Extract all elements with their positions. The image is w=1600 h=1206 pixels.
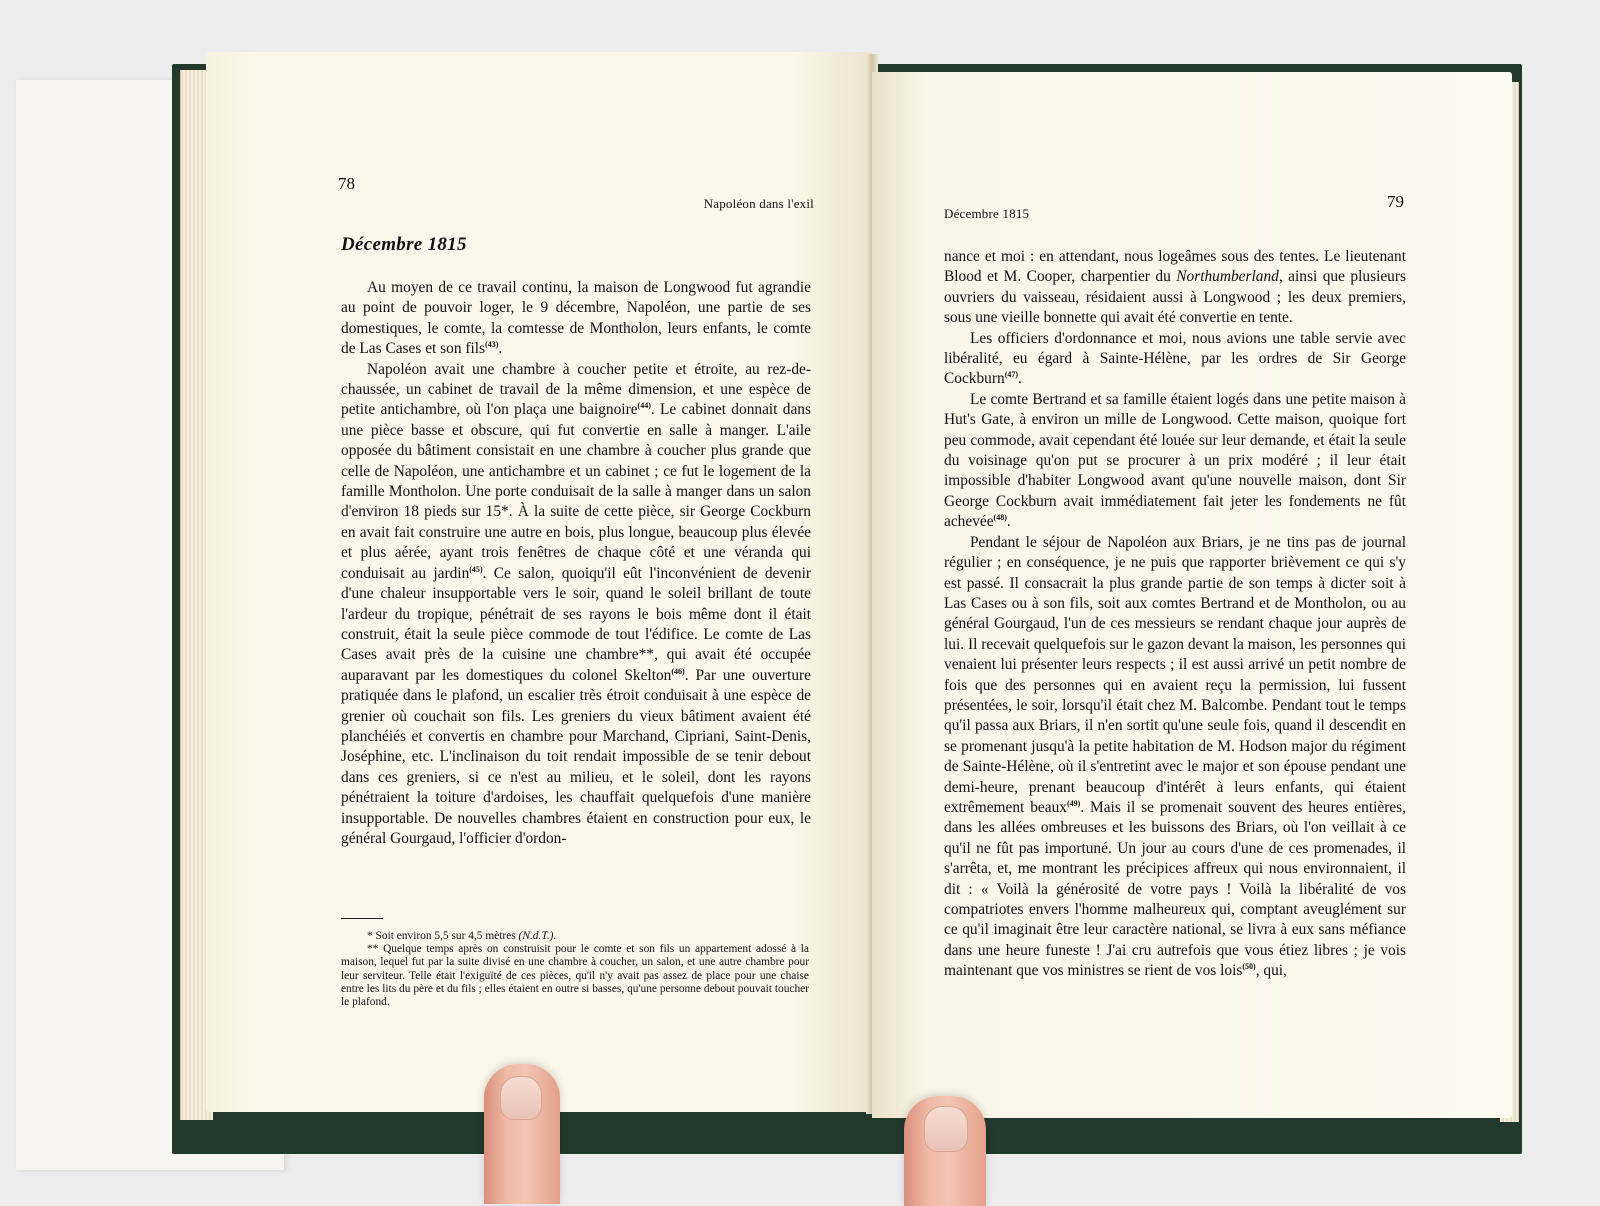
text-run: .: [1006, 513, 1011, 531]
paragraph: [944, 247, 1406, 329]
text-run: . Par une ouverture pratiquée dans le plafond, un escalier très étroit conduisait à une espèce de grenier où couchait son fils. Les greniers du vieux bâtiment avaient été planchéiés et convertis en chambre pour Marchand, Cipriani, Saint-Denis, Joséphine, etc. L'inclinaison du toit rendait impossible de se tenir debout dans ces greniers, si ce n'est au milieu, et le soleil, dont les rayons pénétraient la toiture d'ardoises, les chauffait quelquefois d'une manière insupportable. De nouvelles chambres étaient en construction pour eux, le général Gourgaud, l'officier d'ordon-: [341, 666, 811, 847]
text-run: * Soit environ 5,5 sur 4,5 mètres: [367, 930, 519, 942]
text-run: . Le cabinet donnait dans une pièce basse et obscure, qui fut convertie en salle à manger. L'aile opposée du bâtiment consistait en une chambre à coucher plus grande que celle de Napoléon, une antichambre et un cabinet ; ce fut le logement de la famille Montholon. Une porte conduisait de la salle à manger dans un salon d'environ 18 pieds sur 15*. À la suite de cette pièce, sir George Cockburn en avait fait construire une autre en bois, plus longue, beaucoup plus élevée et plus aérée, ayant trois fenêtres de chaque côté et une véranda qui conduisait au jardin: [341, 401, 811, 582]
text-run: . Mais il se promenait souvent des heures entières, dans les allées ombreuses et les buissons des Briars, où l'on veillait à ce qu'il ne fût pas importuné. Un jour au cours d'une de ces promenades, il s'arrêta, et, me montrant les précipices affreux qui nous environnaient, il dit : « Voilà la générosité de votre pays ! Voilà la libéralité de vos compatriotes envers l'homme malheureux qui, comptant aveuglément sur ce qu'il imaginait être leur caractère national, se livra à eux sans méfiance dans une heure funeste ! J'ai cru autrefois que vous étiez libres ; je vois maintenant que vos ministres se rient de vos lois: [944, 798, 1406, 980]
text-run: . Ce salon, quoiqu'il eût l'inconvénient de devenir d'une chaleur insupportable vers le soir, quand le soleil brillant de toute l'ardeur du tropique, pénétrait de ses rayons le bois même dont il était construit, était la seule pièce commode de tout l'édifice. Le comte de Las Cases avait près de la cuisine une chambre**, qui avait été occupée auparavant par les domestiques du colonel Skelton: [341, 564, 811, 684]
paragraph: [341, 278, 811, 360]
footnote-rule: [341, 918, 383, 919]
text-run: Les officiers d'ordonnance et moi, nous avions une table servie avec libéralité, eu égard à Sainte-Hélène, par les ordres de Sir George Cockburn: [944, 329, 1406, 388]
note-reference: (45): [469, 564, 483, 574]
note-reference: (50): [1242, 962, 1256, 972]
text-run: ** Quelque temps après on construisit pour le comte et son fils un appartement adossé à la maison, lequel fut par la suite divisé en une chambre à coucher, un salon, et une autre chambre pour leur serviteur. Telle était l'exiguïté de ces pièces, qu'il n'y avait pas assez de place pour une chaise entre les lits du père et du fils ; elles étaient en outre si basses, qu'une personne debout pouvait toucher le plafond.: [341, 943, 809, 1009]
left-thumb: [484, 1064, 560, 1204]
left-running-head: Napoléon dans l'exil: [703, 196, 814, 211]
note-reference: (47): [1004, 370, 1019, 380]
text-run: Le comte Bertrand et sa famille étaient logés dans une petite maison à Hut's Gate, à environ un mille de Longwood. Cette maison, quoique fort peu commode, avait cependant été louée sur leur demande, et était la seule du voisinage qu'on put se procurer à un prix modéré ; il leur était impossible d'habiter Longwood avant qu'une nouvelle maison, dont Sir George Cockburn avait immédiatement fait jeter les fondements ne fût achevée: [944, 390, 1406, 531]
note-reference: (48): [993, 513, 1007, 523]
section-heading: Décembre 1815: [341, 234, 467, 255]
text-run: Northumberland: [1176, 268, 1279, 286]
text-run: Pendant le séjour de Napoléon aux Briars, je ne tins pas de journal régulier ; en conséquence, je ne puis que rapporter brièvement ce qui s'y est passé. Il consacrait la plus grande partie de son temps à dicter soit à Las Cases ou à son fils, soit aux comtes Bertrand et de Montholon, ou au général Gourgaud, l'un de ces messieurs se rendant chaque jour auprès de lui. Il recevait quelquefois sur le gazon devant la maison, les personnes qui venaient lui présenter leurs respects ; il est aussi arrivé un petit nombre de fois que des personnes qui en avaient reçu la permission, lui fussent présentées, le soir, lorsqu'il était chez M. Balcombe. Pendant tout le temps qu'il passa aux Briars, il n'en sortit qu'une seule fois, quand il descendit en se promenant jusqu'à la petite habitation de M. Hodson major du régiment de Sainte-Hélène, où il s'entretint avec le major et son épouse pendant une demi-heure, prenant beaucoup d'intérêt à leurs enfants, qui étaient extrêmement beaux: [944, 533, 1406, 816]
text-run: .: [498, 340, 503, 358]
right-thumb: [904, 1096, 986, 1206]
right-page: [872, 72, 1512, 1118]
right-page-number: 79: [1387, 192, 1404, 211]
right-body-text: [944, 247, 1406, 982]
paragraph: [944, 533, 1406, 982]
text-run: Napoléon avait une chambre à coucher petite et étroite, au rez-de-chaussée, un cabinet de travail de la même dimension, et une espèce de petite antichambre, où l'on plaça une baignoire: [341, 360, 811, 419]
note-reference: (46): [671, 666, 685, 676]
text-run: .: [1018, 370, 1022, 388]
right-thumbnail: [924, 1106, 968, 1152]
text-run: , qui,: [1255, 962, 1287, 980]
text-run: , ainsi que plusieurs ouvriers du vaisseau, résidaient aussi à Longwood ; les deux premiers, sous une vieille bonnette qui avait été convertie en tente.: [944, 268, 1406, 327]
note-reference: (43): [485, 340, 499, 350]
paragraph: [341, 943, 809, 1009]
text-run: (N.d.T.).: [518, 930, 557, 942]
text-run: nance et moi : en attendant, nous logeâmes sous des tentes. Le lieutenant Blood et M. Cooper, charpentier du: [944, 248, 1406, 286]
paragraph: [944, 390, 1406, 533]
note-reference: (44): [637, 401, 651, 411]
left-thumbnail: [500, 1076, 542, 1120]
left-body-text: [341, 278, 811, 849]
paragraph: [341, 930, 809, 943]
right-running-head: Décembre 1815: [944, 206, 1030, 221]
left-page: [206, 52, 872, 1112]
text-run: Au moyen de ce travail continu, la maison de Longwood fut agrandie au point de pouvoir loger, le 9 décembre, Napoléon, une partie de ses domestiques, le comte, la comtesse de Montholon, leurs enfants, le comte de Las Cases et son fils: [341, 279, 811, 358]
left-page-number: 78: [338, 174, 355, 193]
left-footnotes: [341, 930, 809, 1009]
paragraph: [944, 329, 1406, 390]
paragraph: [341, 360, 811, 850]
note-reference: (49): [1066, 798, 1081, 808]
